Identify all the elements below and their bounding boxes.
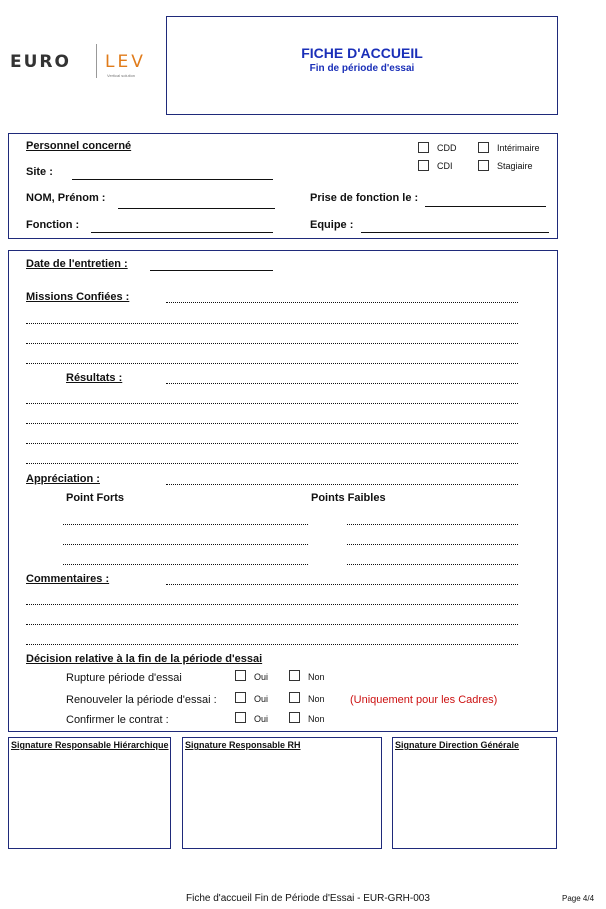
decision-confirmer-label: Confirmer le contrat : — [66, 714, 169, 726]
name-field[interactable] — [118, 208, 275, 209]
personnel-title: Personnel concerné — [26, 140, 132, 152]
rupture-oui-label: Oui — [254, 672, 269, 682]
confirmer-oui-checkbox[interactable] — [235, 712, 246, 723]
signature-box-hierarchique[interactable] — [8, 737, 171, 849]
missions-line[interactable] — [26, 323, 518, 324]
decision-rupture-label: Rupture période d'essai — [66, 672, 182, 684]
site-label: Site : — [26, 166, 53, 178]
commentaires-line[interactable] — [26, 604, 518, 605]
equipe-field[interactable] — [361, 232, 549, 233]
signature-box-direction[interactable] — [392, 737, 557, 849]
renouveler-oui-checkbox[interactable] — [235, 692, 246, 703]
logo-divider — [96, 44, 97, 78]
footer-doc-reference: Fiche d'accueil Fin de Période d'Essai - EUR-GRH-003 — [186, 893, 430, 904]
resultats-label: Résultats : — [66, 372, 123, 384]
points-faibles-heading: Points Faibles — [311, 492, 386, 504]
missions-line[interactable] — [26, 363, 518, 364]
signature-box-rh[interactable] — [182, 737, 382, 849]
date-label: Date de l'entretien : — [26, 258, 128, 270]
prise-label: Prise de fonction le : — [310, 192, 419, 204]
rupture-oui-checkbox[interactable] — [235, 670, 246, 681]
cdi-label: CDI — [437, 161, 453, 171]
points-faibles-line[interactable] — [347, 564, 518, 565]
confirmer-non-checkbox[interactable] — [289, 712, 300, 723]
cdd-checkbox[interactable] — [418, 142, 429, 153]
logo-tagline: Vertical solution — [107, 73, 136, 78]
confirmer-oui-label: Oui — [254, 714, 269, 724]
decision-renouveler-label: Renouveler la période d'essai : — [66, 694, 217, 706]
commentaires-label: Commentaires : — [26, 573, 110, 585]
resultats-line[interactable] — [26, 423, 518, 424]
commentaires-line[interactable] — [166, 584, 518, 585]
missions-line[interactable] — [26, 343, 518, 344]
points-forts-line[interactable] — [63, 564, 308, 565]
decision-label: Décision relative à la fin de la période d'essai — [26, 653, 263, 665]
points-faibles-line[interactable] — [347, 524, 518, 525]
cdd-label: CDD — [437, 143, 457, 153]
appreciation-line[interactable] — [166, 484, 518, 485]
points-forts-line[interactable] — [63, 544, 308, 545]
renouveler-oui-label: Oui — [254, 694, 269, 704]
fonction-label: Fonction : — [26, 219, 80, 231]
missions-line[interactable] — [166, 302, 518, 303]
appreciation-label: Appréciation : — [26, 473, 100, 485]
points-forts-heading: Point Forts — [66, 492, 125, 504]
signature-rh-title: Signature Responsable RH — [185, 740, 301, 750]
form-subtitle: Fin de période d'essai — [309, 63, 415, 74]
cadres-note: (Uniquement pour les Cadres) — [350, 694, 498, 706]
resultats-line[interactable] — [26, 443, 518, 444]
logo-text-right: LEV — [105, 52, 146, 72]
renouveler-non-label: Non — [308, 694, 325, 704]
missions-label: Missions Confiées : — [26, 291, 130, 303]
commentaires-line[interactable] — [26, 624, 518, 625]
signature-hierarchique-title: Signature Responsable Hiérarchique — [11, 740, 169, 750]
name-label: NOM, Prénom : — [26, 192, 106, 204]
interimaire-label: Intérimaire — [497, 143, 540, 153]
rupture-non-checkbox[interactable] — [289, 670, 300, 681]
form-title: FICHE D'ACCUEIL — [301, 45, 423, 61]
date-field[interactable] — [150, 270, 273, 271]
confirmer-non-label: Non — [308, 714, 325, 724]
fonction-field[interactable] — [91, 232, 273, 233]
cdi-checkbox[interactable] — [418, 160, 429, 171]
stagiaire-checkbox[interactable] — [478, 160, 489, 171]
logo-text-left: EURO — [10, 52, 71, 72]
resultats-line[interactable] — [166, 383, 518, 384]
points-faibles-line[interactable] — [347, 544, 518, 545]
interimaire-checkbox[interactable] — [478, 142, 489, 153]
header-box — [166, 16, 558, 115]
signature-direction-title: Signature Direction Générale — [395, 740, 520, 750]
prise-field[interactable] — [425, 206, 546, 207]
resultats-line[interactable] — [26, 403, 518, 404]
site-field[interactable] — [72, 179, 273, 180]
renouveler-non-checkbox[interactable] — [289, 692, 300, 703]
company-logo — [10, 44, 160, 84]
stagiaire-label: Stagiaire — [497, 161, 533, 171]
commentaires-line[interactable] — [26, 644, 518, 645]
points-forts-line[interactable] — [63, 524, 308, 525]
rupture-non-label: Non — [308, 672, 325, 682]
resultats-line[interactable] — [26, 463, 518, 464]
footer-page-number: Page 4/4 — [562, 894, 595, 903]
equipe-label: Equipe : — [310, 219, 354, 231]
